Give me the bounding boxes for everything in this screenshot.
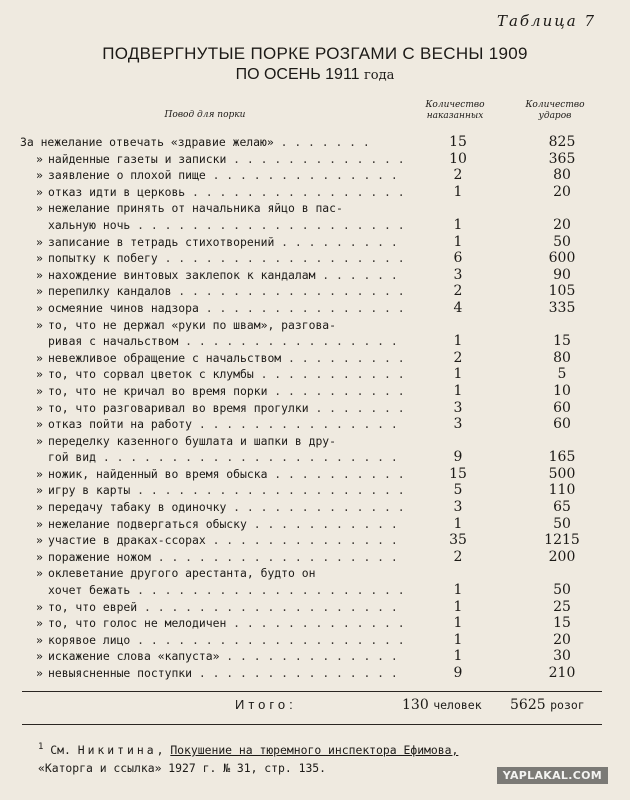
row-reason-text: попытку к побегу [48, 251, 158, 266]
table-row [0, 632, 630, 649]
row-reason-text: перепилку кандалов [48, 284, 172, 299]
ditto-mark: » [36, 616, 43, 631]
row-reason-text: отказ пойти на работу [48, 417, 193, 432]
row-reason-text: отказ идти в церковь [48, 184, 186, 199]
row-blows: 30 [553, 648, 571, 665]
total-label: Итого: [235, 697, 297, 712]
table-row [0, 350, 630, 367]
row-count: 1 [453, 366, 463, 383]
row-reason [48, 466, 403, 483]
row-count: 2 [453, 283, 463, 300]
table-row [0, 250, 630, 267]
footnote-author: Никитина [77, 742, 157, 757]
table-row [0, 599, 630, 616]
row-reason-text: поражение ножом [48, 549, 151, 564]
table-row [0, 516, 630, 533]
row-blows: 50 [553, 582, 571, 599]
row-blows: 20 [553, 631, 571, 648]
ditto-mark: » [36, 483, 43, 498]
row-reason-text: заявление о плохой пище [48, 168, 206, 183]
table-row [0, 184, 630, 201]
row-reason [48, 516, 403, 533]
table-row [0, 366, 630, 383]
footnote-line1: $^1$ См. Никитина, Покушение на тюремного инспектора Ефимова, [38, 742, 459, 757]
row-reason [48, 532, 403, 549]
ditto-mark: » [36, 549, 43, 564]
row-reason-text: то, что еврей [48, 599, 138, 614]
table-row [0, 234, 630, 251]
table-row [0, 433, 630, 466]
table-row [0, 283, 630, 300]
row-reason [48, 549, 403, 566]
row-reason [48, 167, 403, 184]
row-count: 3 [453, 399, 463, 416]
ditto-mark: » [36, 317, 43, 332]
table-row [0, 532, 630, 549]
table-row [0, 482, 630, 499]
table-row [0, 300, 630, 317]
row-reason-text: то, что разговаривал во время прогулки [48, 400, 309, 415]
row-blows: 50 [553, 515, 571, 532]
row-count: 1 [453, 598, 463, 615]
row-reason [48, 482, 403, 499]
table-row [0, 466, 630, 483]
row-reason-text: невежливое обращение с начальством [48, 350, 282, 365]
column-header-count: Количество наказанных [425, 100, 485, 121]
row-blows: 5 [557, 366, 567, 383]
title-line2-small: года [364, 68, 395, 83]
ditto-mark: » [36, 350, 43, 365]
total-blows-value: 5625 [510, 697, 546, 713]
ditto-mark: » [36, 417, 43, 432]
row-count: 10 [449, 150, 467, 167]
row-blows: 60 [553, 399, 571, 416]
row-reason-text: передачу табаку в одиночку [48, 500, 227, 515]
row-reason-text: искажение слова «капуста» [48, 649, 220, 664]
row-count: 9 [453, 665, 463, 681]
row-count: 1 [453, 233, 463, 250]
row-reason [48, 499, 403, 516]
row-blows: 825 [548, 134, 576, 150]
table-row [0, 317, 630, 350]
ditto-mark: » [36, 400, 43, 415]
table-row [0, 167, 630, 184]
table-row [0, 416, 630, 433]
row-reason-text: осмеяние чинов надзора [48, 300, 199, 315]
row-count: 1 [453, 382, 463, 399]
ditto-mark: » [36, 383, 43, 398]
total-blows [510, 697, 585, 713]
table-body [0, 134, 630, 682]
row-reason-text: то, что голос не мелодичен [48, 616, 227, 631]
row-count: 1 [453, 631, 463, 648]
row-blows: 80 [553, 167, 571, 184]
row-blows: 500 [548, 465, 576, 482]
table-row [0, 665, 630, 682]
row-count: 35 [449, 532, 467, 549]
row-blows: 200 [548, 548, 576, 565]
table-row [0, 383, 630, 400]
ditto-mark: » [36, 251, 43, 266]
row-reason [48, 250, 403, 267]
row-reason-text: найденные газеты и записки [48, 151, 227, 166]
row-blows: 15 [553, 615, 571, 632]
row-reason [48, 433, 403, 466]
ditto-mark: » [36, 566, 43, 581]
row-count: 2 [453, 349, 463, 366]
row-count: 1 [453, 648, 463, 665]
total-blows-unit: розог [550, 698, 585, 712]
row-reason-text: ножик, найденный во время обыска [48, 466, 268, 481]
row-reason-text: то, что сорвал цветок с клумбы [48, 367, 254, 382]
row-reason [48, 366, 403, 383]
ditto-mark: » [36, 234, 43, 249]
row-blows: 15 [553, 333, 571, 350]
row-reason-text: невыясненные поступки [48, 666, 193, 680]
column-header-reason: Повод для порки [164, 110, 246, 120]
row-count: 5 [453, 482, 463, 499]
row-reason-text-cont: гой вид [48, 450, 97, 465]
footnote-title: Покушение на тюремного инспектора Ефимова, [170, 742, 459, 757]
row-blows: 110 [548, 482, 576, 499]
row-blows: 210 [548, 665, 576, 681]
row-reason [48, 350, 403, 367]
row-count: 3 [453, 499, 463, 516]
row-reason [48, 615, 403, 632]
row-reason [48, 632, 403, 649]
row-count: 6 [453, 250, 463, 267]
row-count: 2 [453, 548, 463, 565]
total-rule-top [22, 691, 602, 692]
table-row [0, 151, 630, 168]
footnote-line2: «Каторга и ссылка» 1927 г. № 31, стр. 135. [38, 760, 327, 775]
row-reason-text: нежелание отвечать «здравие желаю» [40, 135, 274, 149]
ditto-mark: » [36, 284, 43, 299]
row-reason-text: записание в тетрадь стихотворений [48, 234, 275, 249]
row-blows: 80 [553, 349, 571, 366]
row-count: 2 [453, 167, 463, 184]
ditto-mark: » [36, 300, 43, 315]
row-reason-text: корявое лицо [48, 632, 131, 647]
row-reason [48, 317, 403, 350]
row-blows: 10 [553, 382, 571, 399]
footnote-marker: 1 [38, 742, 44, 752]
table-row [0, 267, 630, 284]
row-reason [48, 599, 403, 616]
ditto-mark: » [36, 184, 43, 199]
ditto-mark: » [36, 632, 43, 647]
row-reason-text: оклеветание другого арестанта, будто он [48, 566, 316, 581]
table-row [0, 549, 630, 566]
row-blows: 165 [548, 449, 576, 466]
ditto-mark: » [36, 201, 43, 216]
ditto-mark: » [36, 367, 43, 382]
row-blows: 20 [553, 216, 571, 233]
row-reason-text: нежелание принять от начальника яйцо в пас- [48, 201, 343, 216]
total-count-value: 130 [402, 697, 429, 713]
ditto-mark: » [36, 466, 43, 481]
row-reason [48, 283, 403, 300]
row-reason-text: то, что не держал «руки по швам», разгова- [48, 317, 337, 332]
row-reason-text: нежелание подвергаться обыску [48, 516, 247, 531]
row-reason [48, 565, 403, 598]
row-reason [48, 400, 403, 417]
row-blows: 60 [553, 416, 571, 433]
row-count: 9 [453, 449, 463, 466]
row-blows: 65 [553, 499, 571, 516]
ditto-mark: » [36, 516, 43, 531]
total-count [402, 697, 482, 713]
watermark-logo: YAPLAKAL.COM [497, 767, 608, 784]
title-line2-main: ПО ОСЕНЬ 1911 [235, 66, 360, 83]
row-blows: 50 [553, 233, 571, 250]
row-blows: 90 [553, 266, 571, 283]
ditto-mark: » [36, 267, 43, 282]
row-blows: 25 [553, 598, 571, 615]
ditto-mark: » [36, 533, 43, 548]
row-blows: 1215 [544, 532, 580, 549]
row-reason-text-cont: хочет бежать [48, 583, 131, 598]
table-row [0, 615, 630, 632]
row-reason [48, 648, 403, 665]
row-reason [48, 665, 403, 682]
row-reason [48, 151, 403, 168]
table-row [0, 565, 630, 598]
row-count: 1 [453, 615, 463, 632]
row-reason [48, 383, 403, 400]
row-prefix: За [20, 135, 34, 149]
row-count: 15 [449, 465, 467, 482]
footnote-see: См. [50, 742, 71, 757]
row-count: 1 [453, 582, 463, 599]
row-count: 1 [453, 333, 463, 350]
ditto-mark: » [36, 151, 43, 166]
row-reason [48, 234, 403, 251]
ditto-mark: » [36, 500, 43, 515]
row-reason [48, 300, 403, 317]
row-reason [20, 134, 375, 151]
row-count: 4 [453, 299, 463, 316]
table-row [0, 200, 630, 233]
row-blows: 600 [548, 250, 576, 267]
row-count: 3 [453, 416, 463, 433]
row-reason-text-cont: ривая с начальством [48, 334, 179, 349]
row-reason-text: нахождение винтовых заклепок к кандалам [48, 267, 316, 282]
row-blows: 20 [553, 183, 571, 200]
row-reason-text: участие в драках-ссорах [48, 533, 206, 548]
row-count: 1 [453, 515, 463, 532]
ditto-mark: » [36, 433, 43, 448]
column-header-blows: Количество ударов [525, 100, 585, 121]
row-reason [48, 200, 403, 233]
table-row [0, 134, 630, 151]
row-count: 1 [453, 183, 463, 200]
table-number-label: Таблица 7 [496, 12, 596, 30]
row-reason [48, 184, 403, 201]
row-reason-text: то, что не кричал во время порки [48, 383, 268, 398]
table-row [0, 499, 630, 516]
total-rule-bottom [22, 724, 602, 725]
row-count: 1 [453, 216, 463, 233]
row-reason-text: переделку казенного бушлата и шапки в дру- [48, 433, 337, 448]
row-reason-text: игру в карты [48, 483, 131, 498]
table-title-line1: ПОДВЕРГНУТЫЕ ПОРКЕ РОЗГАМИ С ВЕСНЫ 1909 [102, 44, 528, 63]
row-blows: 105 [548, 283, 576, 300]
table-row [0, 648, 630, 665]
row-reason [48, 267, 403, 284]
ditto-mark: » [36, 168, 43, 183]
table-row [0, 400, 630, 417]
total-count-unit: человек [433, 698, 482, 712]
row-reason [48, 416, 403, 433]
ditto-mark: » [36, 599, 43, 614]
ditto-mark: » [36, 666, 43, 680]
row-blows: 365 [548, 150, 576, 167]
row-count: 3 [453, 266, 463, 283]
row-count: 15 [449, 134, 467, 150]
table-title-line2 [0, 66, 630, 84]
row-blows: 335 [548, 299, 576, 316]
row-reason-text-cont: хальную ночь [48, 217, 131, 232]
ditto-mark: » [36, 649, 43, 664]
